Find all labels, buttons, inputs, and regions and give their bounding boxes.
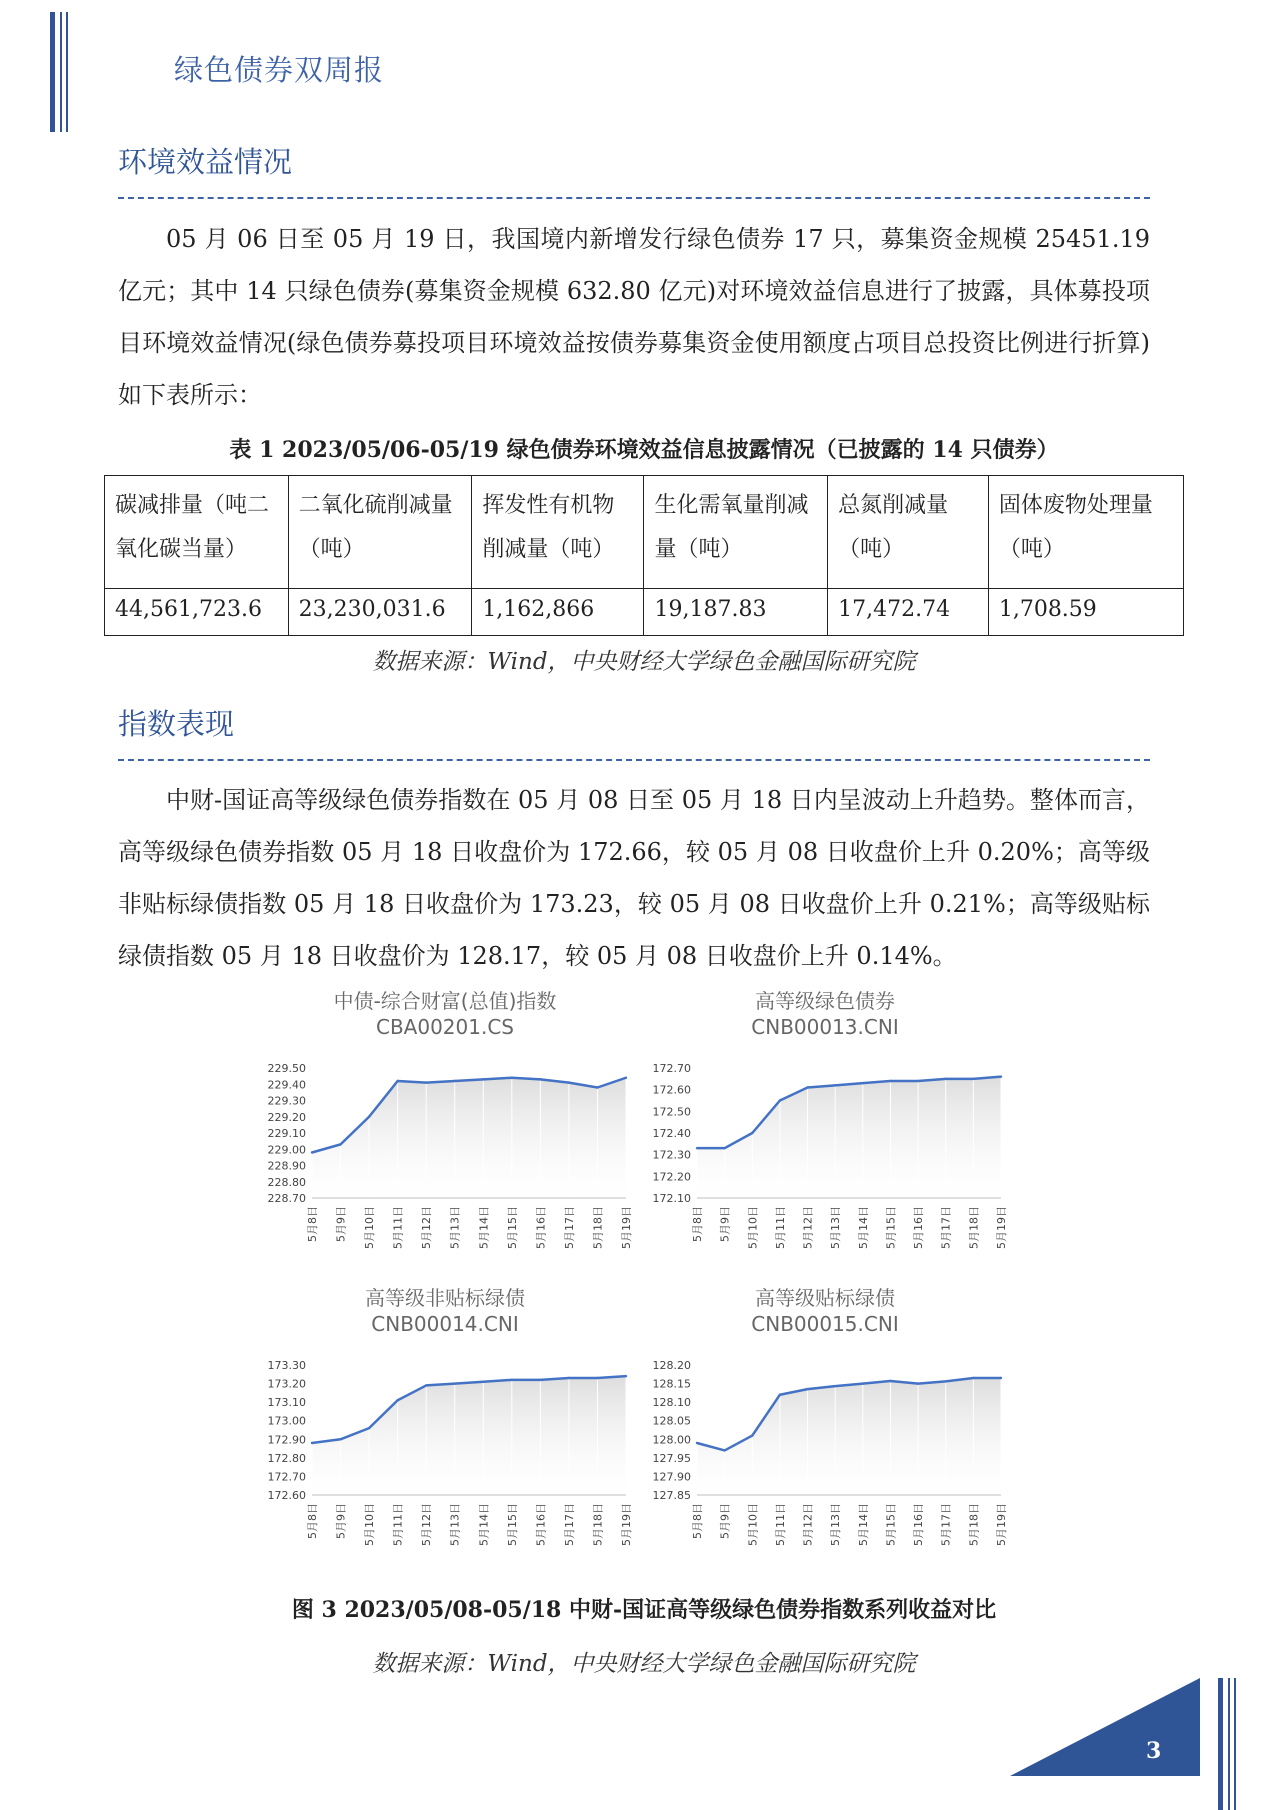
table-row: [105, 589, 1184, 636]
data-point: [511, 1077, 513, 1079]
section-divider: [118, 197, 1150, 199]
data-point: [339, 1438, 341, 1440]
section-title-environment: 环境效益情况: [118, 145, 293, 179]
y-tick-label: 173.00: [267, 1414, 306, 1428]
data-point: [806, 1388, 808, 1390]
section-title-index: 指数表现: [118, 707, 235, 741]
data-point: [696, 1147, 698, 1149]
x-tick-label: 5月14日: [856, 1503, 870, 1546]
table-cell: 19,187.83: [644, 589, 828, 636]
x-tick-label: 5月12日: [420, 1503, 434, 1546]
y-tick-label: 172.70: [267, 1470, 306, 1484]
x-tick-label: 5月8日: [691, 1503, 704, 1539]
data-point: [311, 1442, 313, 1444]
table-header-cell: 固体废物处理量（吨）: [988, 476, 1183, 589]
data-point: [368, 1116, 370, 1118]
area-fill: [312, 1078, 626, 1198]
data-point: [917, 1382, 919, 1384]
x-tick-label: 5月13日: [829, 1206, 843, 1249]
y-tick-label: 229.50: [267, 1062, 306, 1075]
data-point: [917, 1080, 919, 1082]
data-point: [454, 1382, 456, 1384]
data-point: [596, 1377, 598, 1379]
y-tick-label: 229.00: [267, 1143, 306, 1157]
table-caption: 表 1 2023/05/06-05/19 绿色债券环境效益信息披露情况（已披露的 14 只债券）: [229, 437, 1059, 463]
table-header-cell: 碳减排量（吨二氧化碳当量）: [105, 476, 289, 589]
data-point: [454, 1080, 456, 1082]
x-tick-label: 5月10日: [746, 1503, 760, 1546]
y-tick-label: 172.50: [652, 1105, 691, 1119]
environment-benefit-table: [104, 475, 1184, 636]
y-tick-label: 127.85: [652, 1489, 691, 1502]
chart-cnb00014: [250, 1285, 640, 1570]
section-divider: [118, 759, 1150, 761]
data-point: [1000, 1377, 1002, 1379]
data-point: [625, 1077, 627, 1079]
y-tick-label: 173.30: [267, 1359, 306, 1372]
y-tick-label: 172.10: [652, 1192, 691, 1205]
y-tick-label: 128.00: [652, 1433, 691, 1447]
x-tick-label: 5月19日: [620, 1206, 633, 1249]
x-tick-label: 5月11日: [391, 1206, 405, 1249]
x-tick-label: 5月17日: [939, 1503, 953, 1546]
data-point: [806, 1086, 808, 1088]
x-tick-label: 5月19日: [995, 1503, 1008, 1546]
y-tick-label: 172.90: [267, 1433, 306, 1447]
x-tick-label: 5月11日: [773, 1206, 787, 1249]
chart-title: 中债-综合财富(总值)指数: [333, 989, 557, 1013]
x-tick-label: 5月13日: [448, 1503, 462, 1546]
data-point: [625, 1375, 627, 1377]
x-tick-label: 5月13日: [829, 1503, 843, 1546]
x-tick-label: 5月18日: [967, 1206, 981, 1249]
chart-subtitle: CNB00013.CNI: [751, 1015, 899, 1039]
table-cell: 23,230,031.6: [288, 589, 472, 636]
chart-title: 高等级非贴标绿债: [365, 1286, 525, 1310]
x-tick-label: 5月10日: [746, 1206, 760, 1249]
table-header-cell: 总氮削减量（吨）: [828, 476, 989, 589]
figure-source: 数据来源：Wind，中央财经大学绿色金融国际研究院: [372, 1651, 916, 1677]
x-tick-label: 5月14日: [477, 1503, 491, 1546]
x-tick-label: 5月16日: [534, 1503, 548, 1546]
x-tick-label: 5月18日: [591, 1503, 605, 1546]
y-tick-label: 128.10: [652, 1396, 691, 1410]
y-tick-label: 128.05: [652, 1414, 691, 1428]
x-tick-label: 5月11日: [773, 1503, 787, 1546]
data-point: [425, 1081, 427, 1083]
y-tick-label: 128.15: [652, 1377, 691, 1391]
data-point: [972, 1078, 974, 1080]
data-point: [1000, 1075, 1002, 1077]
chart-cba00201: [250, 988, 640, 1273]
y-tick-label: 229.30: [267, 1094, 306, 1108]
report-title: 绿色债券双周报: [174, 53, 385, 87]
data-point: [972, 1377, 974, 1379]
y-tick-label: 228.70: [267, 1192, 306, 1205]
x-tick-label: 5月9日: [718, 1206, 732, 1242]
x-tick-label: 5月17日: [939, 1206, 953, 1249]
data-point: [862, 1082, 864, 1084]
data-point: [596, 1086, 598, 1088]
x-tick-label: 5月12日: [420, 1206, 434, 1249]
chart-subtitle: CNB00014.CNI: [371, 1312, 519, 1336]
data-point: [339, 1143, 341, 1145]
data-point: [696, 1442, 698, 1444]
data-point: [751, 1132, 753, 1134]
chart-title: 高等级贴标绿债: [755, 1286, 895, 1310]
y-tick-label: 172.70: [652, 1062, 691, 1075]
chart-cnb00015: [635, 1285, 1015, 1570]
data-point: [425, 1384, 427, 1386]
x-tick-label: 5月15日: [505, 1503, 519, 1546]
x-tick-label: 5月12日: [801, 1503, 815, 1546]
chart-subtitle: CNB00015.CNI: [751, 1312, 899, 1336]
data-point: [568, 1081, 570, 1083]
data-point: [862, 1382, 864, 1384]
y-tick-label: 229.10: [267, 1127, 306, 1140]
x-tick-label: 5月14日: [477, 1206, 491, 1249]
data-point: [482, 1078, 484, 1080]
table-header-cell: 生化需氧量削减量（吨）: [644, 476, 828, 589]
x-tick-label: 5月9日: [718, 1503, 732, 1539]
x-tick-label: 5月14日: [856, 1206, 870, 1249]
data-point: [396, 1399, 398, 1401]
y-tick-label: 173.10: [267, 1396, 306, 1410]
data-point: [945, 1078, 947, 1080]
y-tick-label: 172.60: [267, 1489, 306, 1502]
figure-caption: 图 3 2023/05/08-05/18 中财-国证高等级绿色债券指数系列收益对比: [291, 1597, 997, 1623]
y-tick-label: 172.80: [267, 1451, 306, 1465]
x-tick-label: 5月18日: [591, 1206, 605, 1249]
y-tick-label: 228.80: [267, 1175, 306, 1189]
index-paragraph: 中财-国证高等级绿色债券指数在 05 月 08 日至 05 月 18 日内呈波动上升趋势。整体而言，高等级绿色债券指数 05 月 18 日收盘价为 172.66，较 05 月 08 日收盘价上升 0.20%；高等级非贴标绿债指数 05 月 18 日收盘价为 173.23，较 05 月 08 日收盘价上升 0.21%；高等级贴标绿债指数 05 月 18 日收盘价为 128.17，较 05 月 08 日收盘价上升 0.14%。: [118, 786, 1150, 970]
y-tick-label: 172.60: [652, 1083, 691, 1097]
data-point: [539, 1078, 541, 1080]
x-tick-label: 5月15日: [884, 1503, 898, 1546]
page-corner-decoration: [1010, 1678, 1280, 1810]
table-cell: 17,472.74: [828, 589, 989, 636]
chart-title: 高等级绿色债券: [755, 989, 895, 1013]
x-tick-label: 5月12日: [801, 1206, 815, 1249]
data-point: [779, 1099, 781, 1101]
data-point: [368, 1427, 370, 1429]
y-tick-label: 228.90: [267, 1159, 306, 1173]
data-point: [834, 1385, 836, 1387]
table-cell: 44,561,723.6: [105, 589, 289, 636]
data-point: [945, 1380, 947, 1382]
y-tick-label: 172.40: [652, 1127, 691, 1140]
x-tick-label: 5月17日: [562, 1503, 576, 1546]
chart-subtitle: CBA00201.CS: [375, 1015, 514, 1039]
table-header-row: [105, 476, 1184, 589]
y-tick-label: 229.20: [267, 1110, 306, 1124]
x-tick-label: 5月16日: [912, 1503, 926, 1546]
y-tick-label: 173.20: [267, 1377, 306, 1391]
table-source: 数据来源：Wind，中央财经大学绿色金融国际研究院: [372, 649, 916, 675]
data-point: [511, 1379, 513, 1381]
x-tick-label: 5月16日: [534, 1206, 548, 1249]
y-tick-label: 127.90: [652, 1470, 691, 1484]
x-tick-label: 5月15日: [505, 1206, 519, 1249]
data-point: [723, 1147, 725, 1149]
x-tick-label: 5月19日: [620, 1503, 633, 1546]
x-tick-label: 5月18日: [967, 1503, 981, 1546]
table-header-cell: 二氧化硫削减量（吨）: [288, 476, 472, 589]
y-tick-label: 128.20: [652, 1359, 691, 1372]
x-tick-label: 5月10日: [363, 1503, 377, 1546]
x-tick-label: 5月10日: [363, 1206, 377, 1249]
area-fill: [312, 1376, 626, 1495]
data-point: [396, 1080, 398, 1082]
x-tick-label: 5月8日: [306, 1503, 319, 1539]
table-header-cell: 挥发性有机物削减量（吨）: [472, 476, 644, 589]
table-cell: 1,162,866: [472, 589, 644, 636]
x-tick-label: 5月8日: [306, 1206, 319, 1242]
y-tick-label: 229.40: [267, 1078, 306, 1092]
data-point: [539, 1379, 541, 1381]
data-point: [311, 1151, 313, 1153]
data-point: [751, 1434, 753, 1436]
y-tick-label: 172.20: [652, 1170, 691, 1184]
chart-cnb00013: [635, 988, 1015, 1273]
data-point: [779, 1394, 781, 1396]
data-point: [482, 1381, 484, 1383]
data-point: [889, 1080, 891, 1082]
x-tick-label: 5月9日: [334, 1206, 348, 1242]
environment-paragraph: 05 月 06 日至 05 月 19 日，我国境内新增发行绿色债券 17 只，募集资金规模 25451.19 亿元；其中 14 只绿色债券(募集资金规模 632.80 亿元)对环境效益信息进行了披露，具体募投项目环境效益情况(绿色债券募投项目环境效益按债券募集资金使用额度占项目总投资比例进行折算)如下表所示：: [118, 225, 1150, 409]
x-tick-label: 5月8日: [691, 1206, 704, 1242]
x-tick-label: 5月19日: [995, 1206, 1008, 1249]
x-tick-label: 5月15日: [884, 1206, 898, 1249]
area-fill: [697, 1378, 1001, 1495]
x-tick-label: 5月17日: [562, 1206, 576, 1249]
x-tick-label: 5月13日: [448, 1206, 462, 1249]
x-tick-label: 5月9日: [334, 1503, 348, 1539]
table-cell: 1,708.59: [988, 589, 1183, 636]
y-tick-label: 172.30: [652, 1148, 691, 1162]
page-number: 3: [1146, 1738, 1162, 1764]
data-point: [568, 1377, 570, 1379]
data-point: [723, 1449, 725, 1451]
data-point: [834, 1084, 836, 1086]
y-tick-label: 127.95: [652, 1451, 691, 1465]
data-point: [889, 1380, 891, 1382]
x-tick-label: 5月16日: [912, 1206, 926, 1249]
x-tick-label: 5月11日: [391, 1503, 405, 1546]
